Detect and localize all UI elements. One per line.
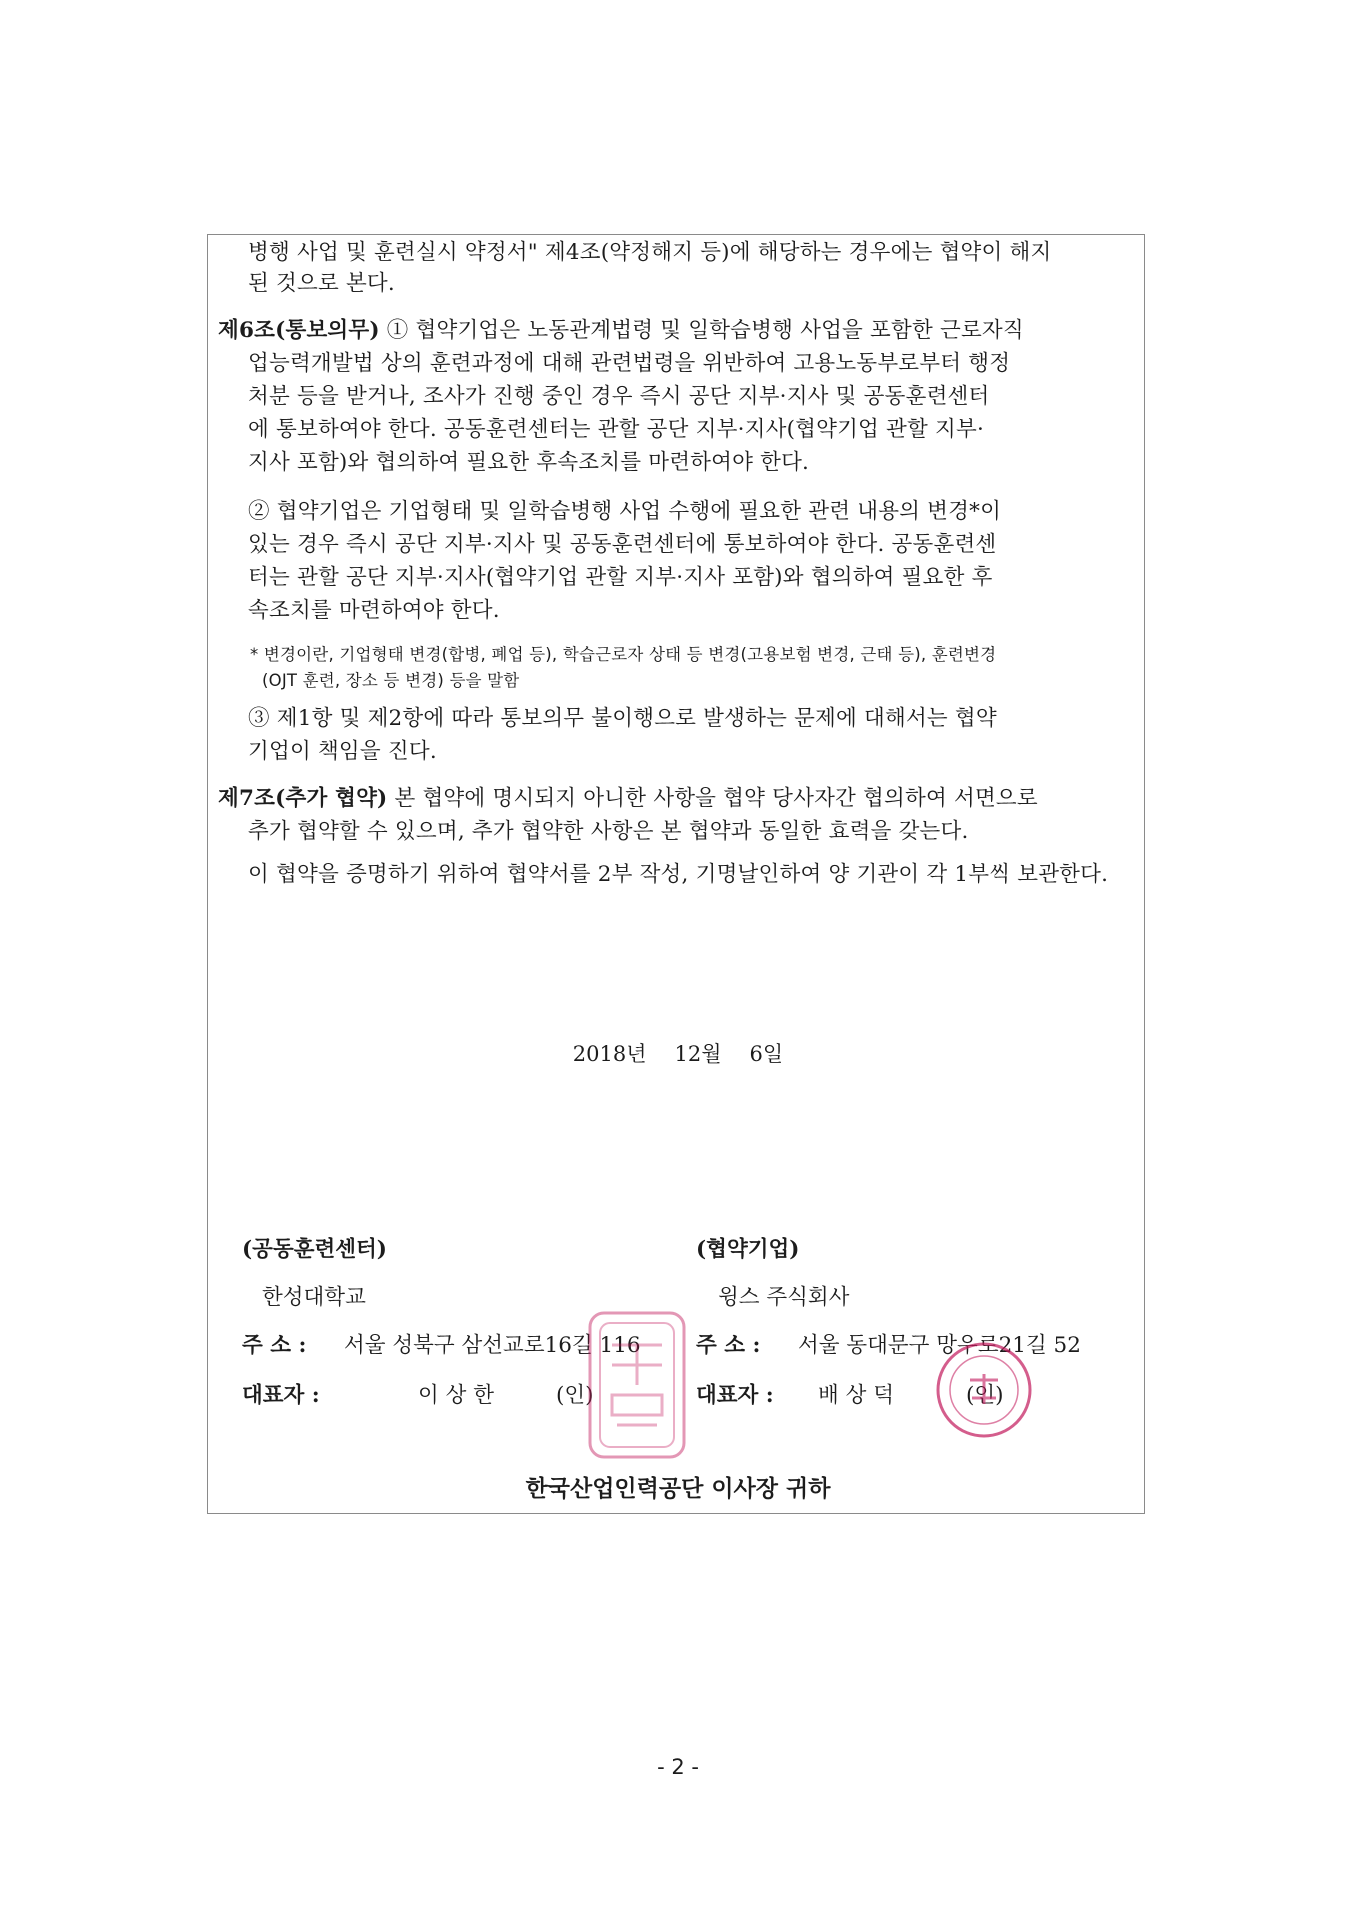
left-rep-name: 이 상 한: [418, 1383, 494, 1408]
text-line: 에 통보하여야 한다. 공동훈련센터는 관할 공단 지부·지사(협약기업 관할 지부·: [248, 417, 985, 442]
left-party-role: (공동훈련센터): [242, 1237, 387, 1262]
text-line: 업능력개발법 상의 훈련과정에 대해 관련법령을 위반하여 고용노동부로부터 행정: [248, 351, 1011, 376]
left-address: 서울 성북구 삼선교로16길 116: [344, 1333, 641, 1358]
addressee: 한국산업인력공단 이사장 귀하: [525, 1475, 831, 1502]
page-number: - 2 -: [657, 1755, 699, 1779]
left-seal-mark: (인): [556, 1383, 594, 1408]
article-6-heading: 제6조(통보의무) ① 협약기업은 노동관계법령 및 일학습병행 사업을 포함한 근로자직: [218, 318, 1024, 343]
right-party-name: 윙스 주식회사: [718, 1285, 850, 1310]
right-party-role: (협약기업): [696, 1237, 800, 1262]
text-line: 된 것으로 본다.: [248, 271, 395, 296]
agreement-date: 2018년 12월 6일: [572, 1042, 784, 1066]
round-seal-stamp: [932, 1338, 1036, 1442]
text-line: 처분 등을 받거나, 조사가 진행 중인 경우 즉시 공단 지부·지사 및 공동훈련센터: [248, 384, 990, 409]
right-rep-name: 배 상 덕: [818, 1383, 894, 1408]
right-address: 서울 동대문구 망우로21길 52: [798, 1333, 1081, 1358]
article-7-heading: 제7조(추가 협약) 본 협약에 명시되지 아니한 사항을 협약 당사자간 협의하여 서면으로: [218, 786, 1038, 811]
footnote-line: * 변경이란, 기업형태 변경(합병, 폐업 등), 학습근로자 상태 등 변경(고용보험 변경, 근태 등), 훈련변경: [250, 645, 997, 664]
square-seal-stamp: [582, 1305, 692, 1465]
left-party-name: 한성대학교: [262, 1285, 366, 1310]
text-line: 터는 관할 공단 지부·지사(협약기업 관할 지부·지사 포함)와 협의하여 필요한 후: [248, 565, 993, 590]
text-line: ② 협약기업은 기업형태 및 일학습병행 사업 수행에 필요한 관련 내용의 변경*이: [248, 499, 1002, 524]
text-line: 이 협약을 증명하기 위하여 협약서를 2부 작성, 기명날인하여 양 기관이 각 1부씩 보관한다.: [248, 862, 1109, 887]
right-seal-mark: (인): [966, 1383, 1004, 1408]
right-address-label: 주 소 :: [696, 1333, 761, 1358]
right-rep-label: 대표자 :: [696, 1383, 774, 1408]
text-line: 추가 협약할 수 있으며, 추가 협약한 사항은 본 협약과 동일한 효력을 갖는다.: [248, 819, 969, 844]
left-address-label: 주 소 :: [242, 1333, 307, 1358]
text-line: 병행 사업 및 훈련실시 약정서" 제4조(약정해지 등)에 해당하는 경우에는 협약이 해지: [248, 240, 1052, 265]
text-line: 기업이 책임을 진다.: [248, 739, 437, 764]
text-line: 지사 포함)와 협의하여 필요한 후속조치를 마련하여야 한다.: [248, 450, 810, 475]
text-line: 있는 경우 즉시 공단 지부·지사 및 공동훈련센터에 통보하여야 한다. 공동훈련센: [248, 532, 997, 557]
left-rep-label: 대표자 :: [242, 1383, 320, 1408]
text-line: ③ 제1항 및 제2항에 따라 통보의무 불이행으로 발생하는 문제에 대해서는 협약: [248, 706, 997, 731]
text-line: 속조치를 마련하여야 한다.: [248, 598, 500, 623]
footnote-line: (OJT 훈련, 장소 등 변경) 등을 말함: [262, 671, 520, 690]
